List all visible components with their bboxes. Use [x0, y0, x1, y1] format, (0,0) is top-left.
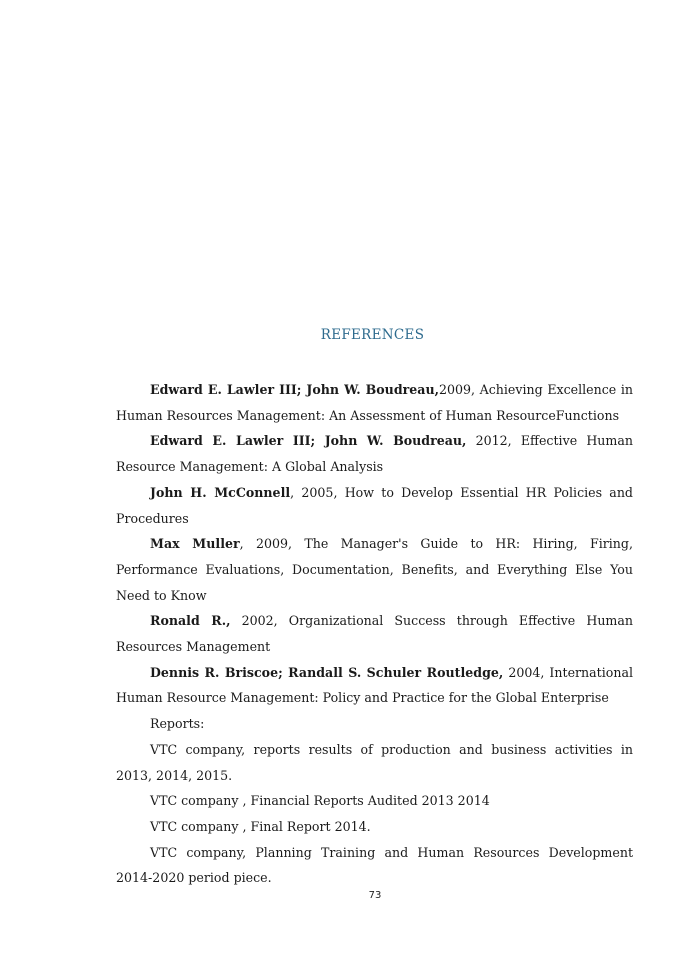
reference-entry: [116, 428, 633, 479]
references-heading: REFERENCES: [320, 327, 425, 343]
reference-details: 2004, International Human Resource Management: Policy and Practice for the Global Enterprise: [116, 664, 633, 706]
reference-entry: [116, 531, 633, 608]
report-entry: VTC company, reports results of production and business activities in 2013, 2014, 2015.: [116, 741, 633, 783]
references-list: [116, 377, 633, 891]
report-entry: VTC company , Financial Reports Audited 2013 2014: [150, 793, 490, 809]
reference-entry: [116, 608, 633, 659]
reference-details: , 2005, How to Develop Essential HR Policies and Procedures: [116, 484, 633, 526]
report-entry: VTC company, Planning Training and Human Resources Development 2014-2020 period piece.: [116, 844, 633, 886]
reference-author: Edward E. Lawler III; John W. Boudreau,: [150, 382, 439, 397]
reference-author: Max Muller: [150, 536, 240, 552]
reference-details: 2009, Achieving Excellence in Human Resources Management: An Assessment of Human ResourceFunctions: [116, 382, 633, 423]
reference-author: Edward E. Lawler III; John W. Boudreau,: [150, 433, 467, 449]
reference-entry: [116, 480, 633, 531]
reference-entry: [116, 660, 633, 711]
reference-details: 2002, Organizational Success through Effective Human Resources Management: [116, 613, 633, 655]
reports-label: Reports:: [150, 716, 205, 732]
reference-author: John H. McConnell: [150, 484, 291, 500]
reference-author: Dennis R. Briscoe; Randall S. Schuler Routledge,: [150, 664, 504, 680]
report-entry: VTC company , Final Report 2014.: [150, 818, 371, 834]
page-number: 73: [368, 890, 382, 901]
reference-details: 2012, Effective Human Resource Management: A Global Analysis: [116, 433, 633, 475]
reference-entry: [116, 377, 633, 428]
reference-author: Ronald R.,: [150, 613, 231, 629]
reference-details: , 2009, The Manager's Guide to HR: Hiring, Firing, Performance Evaluations, Documentation, Benefits, and Everything Else You Need to Know: [116, 536, 633, 603]
